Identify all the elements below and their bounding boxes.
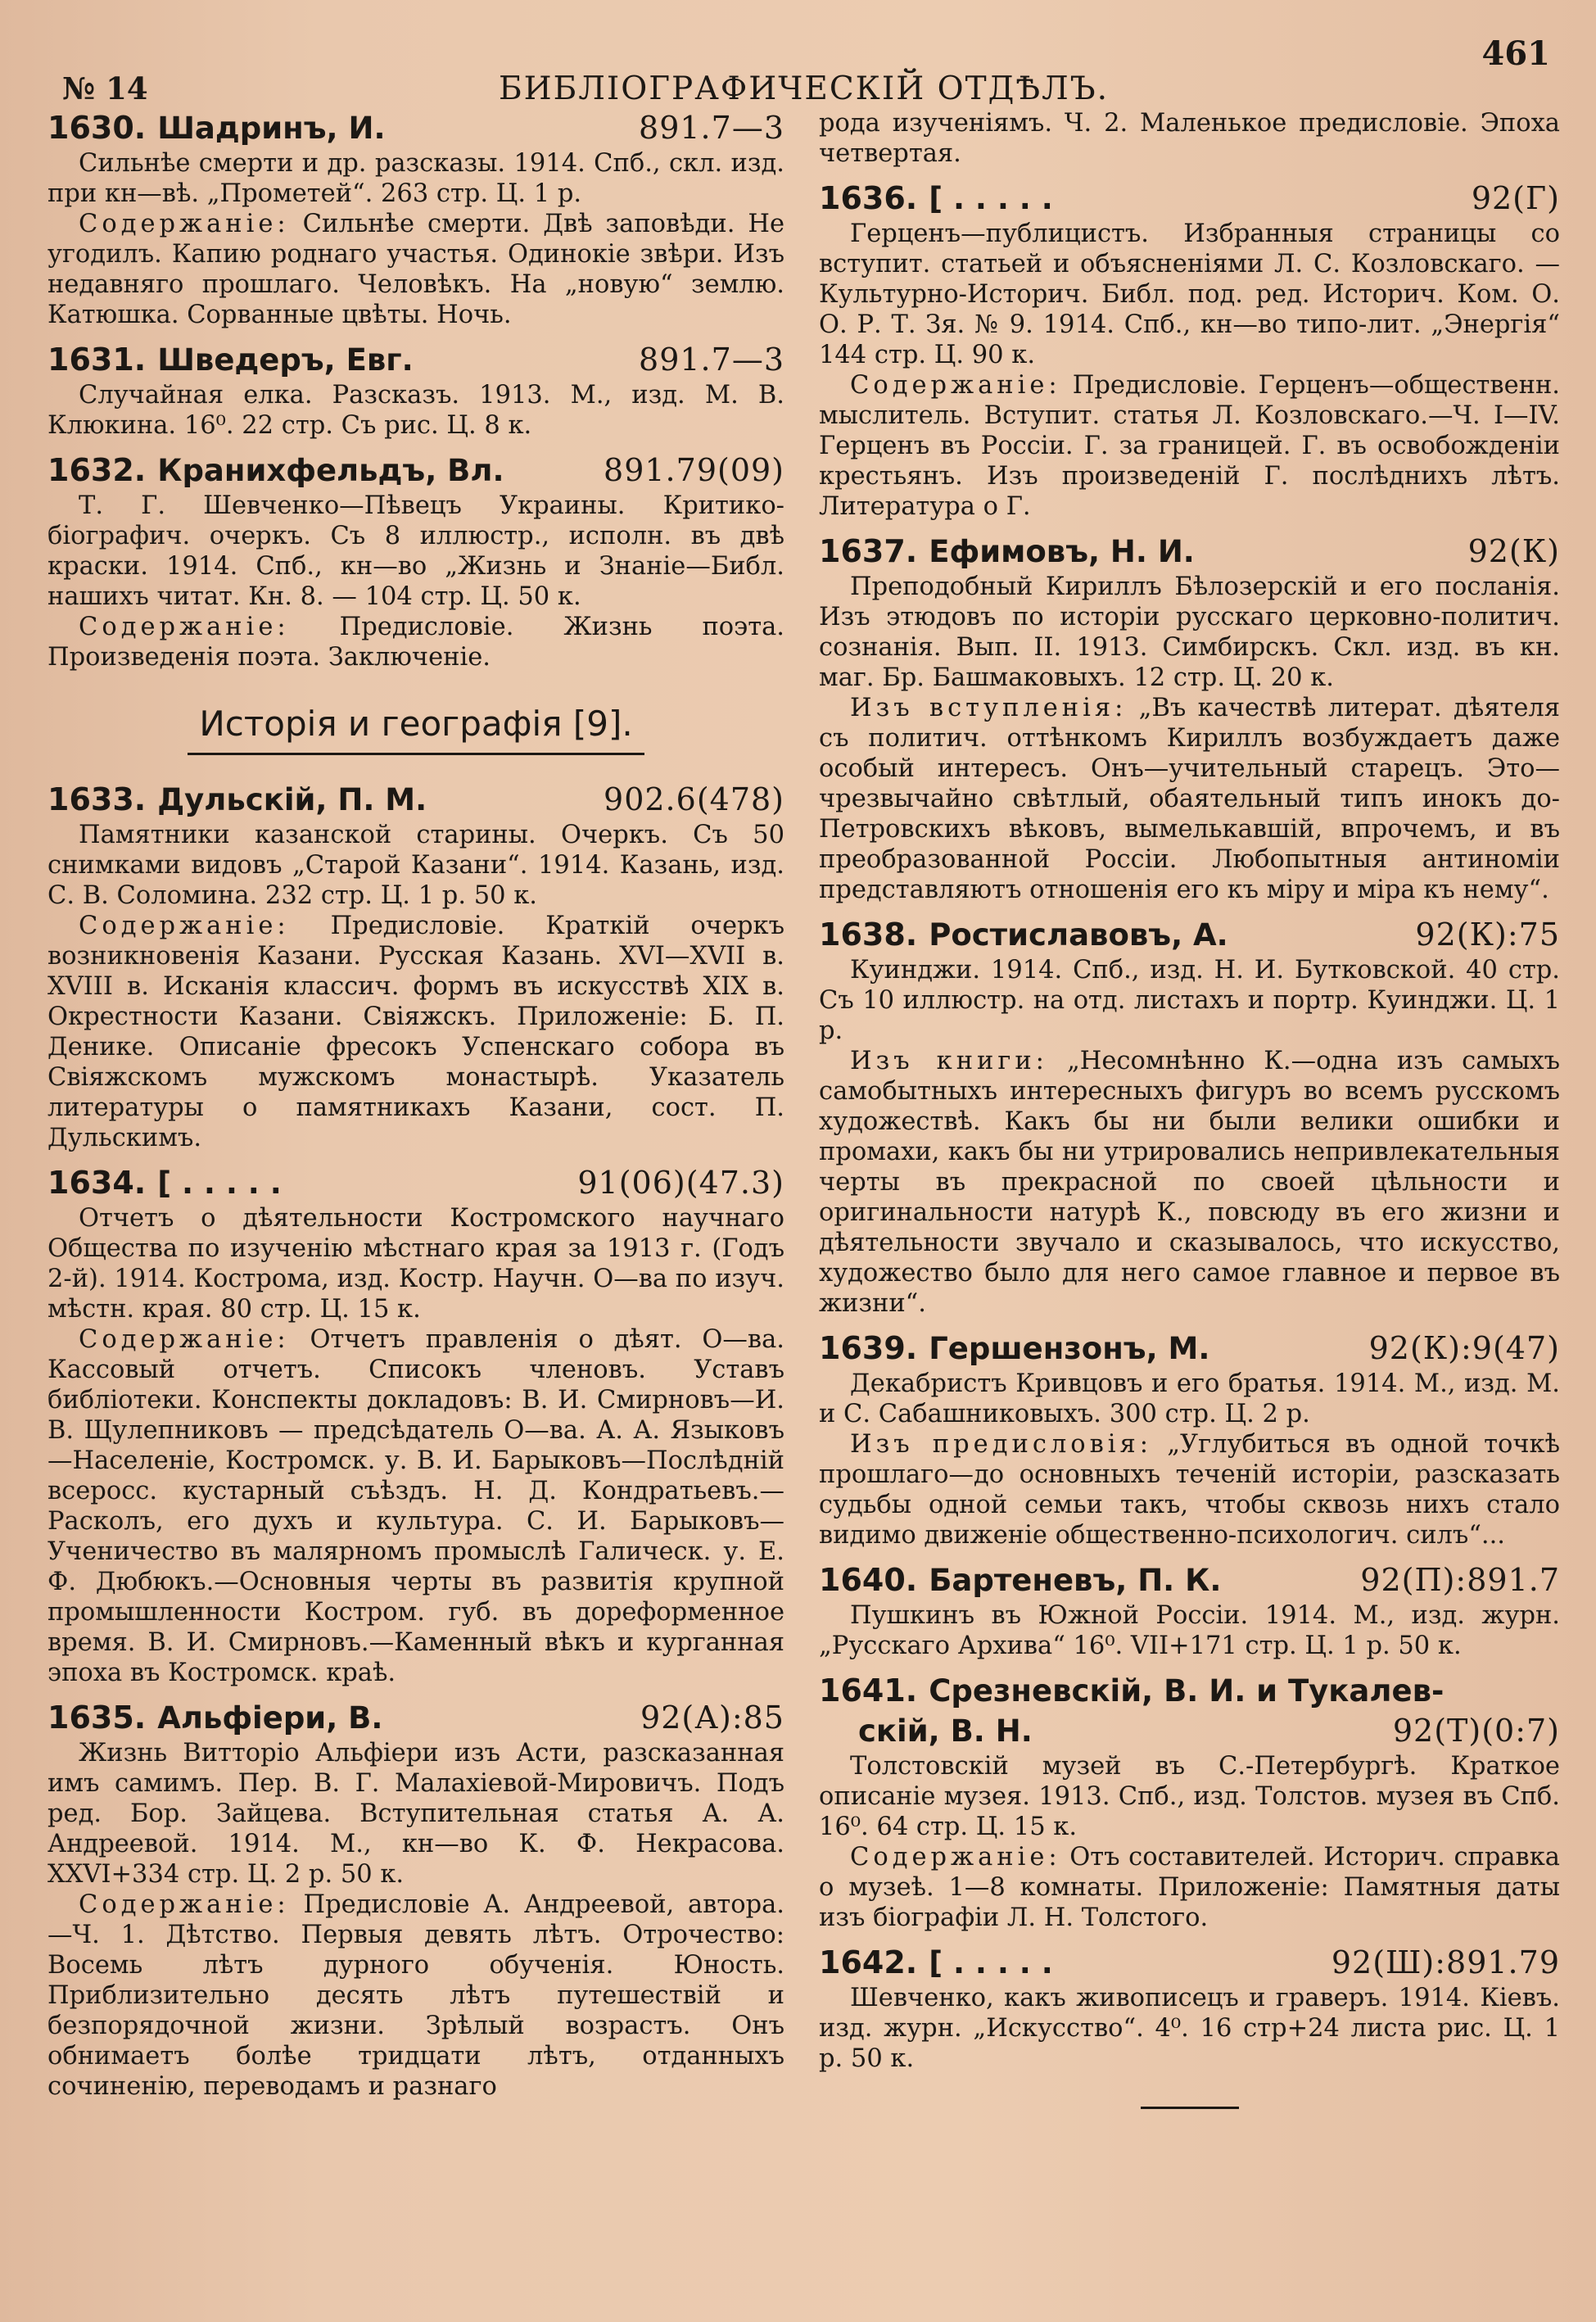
entry-description: Пушкинъ въ Южной Россіи. 1914. М., изд. журн. „Русскаго Архива“ 16⁰. VII+171 стр. Ц. 1 р. 50 к. [819, 1601, 1560, 1660]
contents-label: Изъ вступленія: [850, 694, 1128, 722]
entry-1631 [47, 340, 784, 441]
entry-number: 1631. [47, 342, 147, 378]
entry-1635 [47, 1698, 784, 2102]
entry-author: [ . . . . . [929, 1945, 1053, 1980]
entry-author: [ . . . . . [157, 1166, 282, 1201]
entry-author: Гершензонъ, М. [929, 1331, 1210, 1366]
entry-description: Случайная елка. Разсказъ. 1913. М., изд. М. В. Клюкина. 16⁰. 22 стр. Съ рис. Ц. 8 к. [47, 381, 784, 440]
contents-text: Предисловіе. Герценъ—общественн. мыслитель. Вступит. статья Л. Козловскаго.—Ч. I—IV. Герценъ въ Россіи. Г. за границей. Г. въ освобожденіи крестьянъ. Изъ произведеній Г. послѣднихъ лѣтъ. Литература о Г. [819, 371, 1560, 521]
left-column [47, 108, 784, 2303]
entry-author: Дульскій, П. М. [157, 782, 427, 817]
entry-1632 [47, 450, 784, 672]
entry-number: 1630. [47, 110, 147, 146]
entry-contents [47, 1324, 784, 1688]
entry-contents [47, 612, 784, 672]
entry-number: 1638. [819, 917, 918, 953]
entry-description: Памятники казанской старины. Очеркъ. Съ 50 снимками видовъ „Старой Казани“. 1914. Казань, изд. С. В. Соломина. 232 стр. Ц. 1 р. 50 к. [47, 821, 784, 910]
entry-contents [819, 370, 1560, 522]
entry-author: Альфіери, В. [157, 1700, 383, 1736]
contents-text: Предисловіе. Краткій очеркъ возникновенія Казани. Русская Казань. XVI—XVII в. XVIII в. Исканія классич. формъ въ искусствѣ XIX в. Окрестности Казани. Свіяжскъ. Приложеніе: Б. П. Денике. Описаніе фресокъ Успенскаго собора въ Свіяжскомъ мужскомъ монастырѣ. Указатель литературы о памятникахъ Казани, сост. П. Дульскимъ. [47, 912, 784, 1152]
entry-classification: 891.7—3 [639, 342, 784, 378]
entry-1642 [819, 1943, 1560, 2074]
entry-1639 [819, 1328, 1560, 1550]
contents-label: Изъ предисловія: [850, 1430, 1153, 1459]
entry-number: 1632. [47, 452, 147, 488]
entry-description: Сильнѣе смерти и др. разсказы. 1914. Спб., скл. изд. при кн—вѣ. „Прометей“. 263 стр. Ц. 1 р. [47, 149, 784, 208]
contents-label: Содержаніе: [79, 1325, 290, 1354]
entry-classification: 92(Т)(0:7) [1392, 1713, 1560, 1749]
entry-description: Т. Г. Шевченко—Пѣвецъ Украины. Критико-біографич. очеркъ. Съ 8 иллюстр., исполн. въ двѣ краски. 1914. Спб., кн—во „Жизнь и Знаніе—Библ. нашихъ читат. Кн. 8. — 104 стр. Ц. 50 к. [47, 491, 784, 611]
entry-author: Ефимовъ, Н. И. [929, 534, 1195, 569]
contents-text: Отчетъ правленія о дѣят. О—ва. Кассовый отчетъ. Списокъ членовъ. Уставъ библіотеки. Конспекты докладовъ: В. И. Смирновъ—И. В. Щулепниковъ — предсѣдатель О—ва. А. А. Языковъ—Населеніе, Костромск. у. В. И. Барыковъ—Послѣдній всеросс. кустарный съѣздъ. Н. Д. Кондратьевъ.—Расколъ, его духъ и культура. С. И. Барыковъ—Ученичество въ малярномъ промыслѣ Галическ. у. Е. Ф. Дюбюкъ.—Основныя черты въ развитія крупной промышленности Костром. губ. въ дореформенное время. В. И. Смирновъ.—Каменный вѣкъ и курганная эпоха въ Костромск. краѣ. [47, 1325, 784, 1687]
entry-contents [819, 693, 1560, 905]
entry-classification: 92(К):9(47) [1368, 1330, 1560, 1366]
entry-classification: 92(Ш):891.79 [1331, 1944, 1560, 1980]
entry-author: Шадринъ, И. [157, 111, 386, 146]
end-rule [1141, 2107, 1239, 2109]
entry-contents [819, 1046, 1560, 1319]
entry-number: 1641. [819, 1672, 918, 1709]
entry-1630 [47, 108, 784, 330]
entry-number: 1633. [47, 781, 147, 817]
entry-classification: 91(06)(47.3) [577, 1165, 784, 1201]
entry-description: Шевченко, какъ живописецъ и граверъ. 1914. Кіевъ. изд. журн. „Искусство“. 4⁰. 16 стр+24 листа рис. Ц. 1 р. 50 к. [819, 1984, 1560, 2073]
entry-number: 1636. [819, 180, 918, 216]
contents-text: Сильнѣе смерти. Двѣ заповѣди. Не угодилъ. Капию роднаго участья. Одинокіе звѣри. Изъ недавняго прошлаго. Человѣкъ. На „новую“ землю. Катюшка. Сорванные цвѣты. Ночь. [47, 210, 785, 329]
contents-text: Отъ составителей. Историч. справка о музеѣ. 1—8 комнаты. Приложеніе: Памятныя даты изъ біографіи Л. Н. Толстого. [819, 1843, 1560, 1932]
entry-classification: 92(П):891.7 [1360, 1562, 1560, 1598]
entry-contents [819, 1842, 1560, 1933]
entry-number: 1634. [47, 1165, 147, 1201]
entry-contents [47, 911, 784, 1153]
contents-label: Содержаніе: [850, 1843, 1061, 1872]
entry-author: Шведеръ, Евг. [157, 342, 414, 378]
entry-author-continued: скій, В. Н. [858, 1713, 1033, 1749]
entry-classification: 902.6(478) [604, 781, 784, 817]
page-number: 461 [1481, 34, 1550, 73]
section-heading-text: Исторія и географія [9]. [188, 704, 644, 755]
section-heading [47, 704, 784, 755]
entry-contents [47, 209, 784, 330]
contents-label: Изъ книги: [850, 1047, 1048, 1075]
entry-classification: 891.7—3 [639, 110, 784, 146]
entry-description: Декабристъ Кривцовъ и его братья. 1914. М., изд. М. и С. Сабашниковыхъ. 300 стр. Ц. 2 р. [819, 1369, 1560, 1428]
right-column [819, 108, 1560, 2303]
entry-classification: 92(А):85 [640, 1700, 784, 1736]
entry-number: 1637. [819, 533, 918, 569]
contents-text: „Въ качествѣ литерат. дѣятеля съ политич. оттѣнкомъ Кириллъ возбуждаетъ даже особый интересъ. Онъ—учительный старецъ. Это—чрезвычайно свѣтлый, обаятельный типъ инокъ до-Петровскихъ вѣковъ, вымелькавшій, впрочемъ, и въ преобразованной Россіи. Любопытныя антиноміи представляютъ отношенія его къ міру и міра къ нему“. [819, 694, 1560, 904]
entry-1633 [47, 780, 784, 1153]
contents-label: Содержаніе: [79, 912, 290, 940]
page-header [47, 18, 1560, 108]
entry-author: Срезневскій, В. И. и Тукалев- [929, 1673, 1445, 1709]
entry-classification: 92(К) [1467, 533, 1560, 569]
entry-classification: 92(К):75 [1415, 917, 1560, 953]
entry-1636 [819, 179, 1560, 522]
two-column-body [47, 108, 1560, 2303]
section-header-title: БИБЛІОГРАФИЧЕСКІЙ ОТДѢЛЪ. [498, 70, 1109, 107]
entry-1634 [47, 1163, 784, 1688]
entry-1640 [819, 1560, 1560, 1661]
entry-1638 [819, 915, 1560, 1319]
entry-author: [ . . . . . [929, 181, 1053, 216]
entry-classification: 92(Г) [1471, 180, 1560, 216]
entry-continuation: рода изученіямъ. Ч. 2. Маленькое предисловіе. Эпоха четвертая. [819, 109, 1560, 168]
contents-text: Предисловіе А. Андреевой, автора.—Ч. 1. Дѣтство. Первыя девять лѣтъ. Отрочество: Восемь лѣтъ дурного обученія. Юность. Приблизительно десять лѣтъ путешествій и безпорядочной жизни. Зрѣлый возрастъ. Онъ обнимаетъ болѣе тридцати лѣтъ, отданныхъ сочиненію, переводамъ и разнаго [47, 1890, 784, 2101]
contents-text: „Углубиться въ одной точкѣ прошлаго—до основныхъ теченій исторіи, разсказать судьбы одной семьи такъ, чтобы сквозь нихъ стало видимо движеніе общественно-психологич. силъ“... [819, 1430, 1560, 1550]
entry-number: 1642. [819, 1944, 918, 1980]
contents-text: Предисловіе. Жизнь поэта. Произведенія поэта. Заключеніе. [47, 613, 784, 672]
entry-author: Бартеневъ, П. К. [929, 1563, 1222, 1598]
entry-contents [819, 1429, 1560, 1550]
entry-description: Герценъ—публицистъ. Избранныя страницы со вступит. статьей и объясненіями Л. С. Козловскаго. — Культурно-Историч. Библ. под. ред. Историч. Ком. О. О. Р. Т. Зя. № 9. 1914. Спб., кн—во типо-лит. „Энергія“ 144 стр. Ц. 90 к. [819, 220, 1560, 369]
contents-text: „Несомнѣнно К.—одна изъ самыхъ самобытныхъ интересныхъ фигуръ во всемъ русскомъ художествѣ. Какъ бы ни были велики ошибки и промахи, какъ бы ни утрировались непривлекательныя черты въ прекрасной по своей цѣльности и оригинальности натурѣ К., повсюду въ его жизни и дѣятельности звучало и сказывалось, что искусство, художество было для него самое главное и первое въ жизни“. [819, 1047, 1560, 1318]
entry-description: Преподобный Кириллъ Бѣлозерскій и его посланія. Изъ этюдовъ по исторіи русскаго церковно-политич. сознанія. Вып. II. 1913. Симбирскъ. Скл. изд. въ кн. маг. Бр. Башмаковыхъ. 12 стр. Ц. 20 к. [819, 573, 1560, 692]
issue-number: № 14 [62, 70, 148, 106]
entry-1637 [819, 532, 1560, 905]
contents-label: Содержаніе: [850, 371, 1061, 400]
entry-number: 1640. [819, 1562, 918, 1598]
contents-label: Содержаніе: [79, 613, 290, 641]
entry-classification: 891.79(09) [604, 452, 784, 488]
entry-description: Куинджи. 1914. Спб., изд. Н. И. Бутковской. 40 стр. Съ 10 иллюстр. на отд. листахъ и портр. Куинджи. Ц. 1 р. [819, 956, 1560, 1045]
entry-number: 1639. [819, 1330, 918, 1366]
entry-number: 1635. [47, 1700, 147, 1736]
entry-author: Кранихфельдъ, Вл. [157, 453, 504, 488]
entry-contents [47, 1890, 784, 2102]
contents-label: Содержаніе: [79, 210, 290, 238]
entry-description: Толстовскій музей въ С.-Петербургѣ. Краткое описаніе музея. 1913. Спб., изд. Толстов. музея въ Спб. 16⁰. 64 стр. Ц. 15 к. [819, 1752, 1560, 1841]
entry-author: Ростиславовъ, А. [929, 917, 1228, 953]
entry-1641 [819, 1671, 1560, 1933]
entry-description: Отчетъ о дѣятельности Костромского научнаго Общества по изученію мѣстнаго края за 1913 г. (Годъ 2-й). 1914. Кострома, изд. Костр. Научн. О—ва по изуч. мѣстн. края. 80 стр. Ц. 15 к. [47, 1204, 784, 1324]
entry-1635-continued [819, 108, 1560, 169]
contents-label: Содержаніе: [79, 1890, 290, 1919]
entry-description: Жизнь Витторіо Альфіери изъ Асти, разсказанная имъ самимъ. Пер. В. Г. Малахіевой-Мировичъ. Подъ ред. Бор. Зайцева. Вступительная статья А. А. Андреевой. 1914. М., кн—во К. Ф. Некрасова. XXVI+334 стр. Ц. 2 р. 50 к. [47, 1739, 784, 1889]
